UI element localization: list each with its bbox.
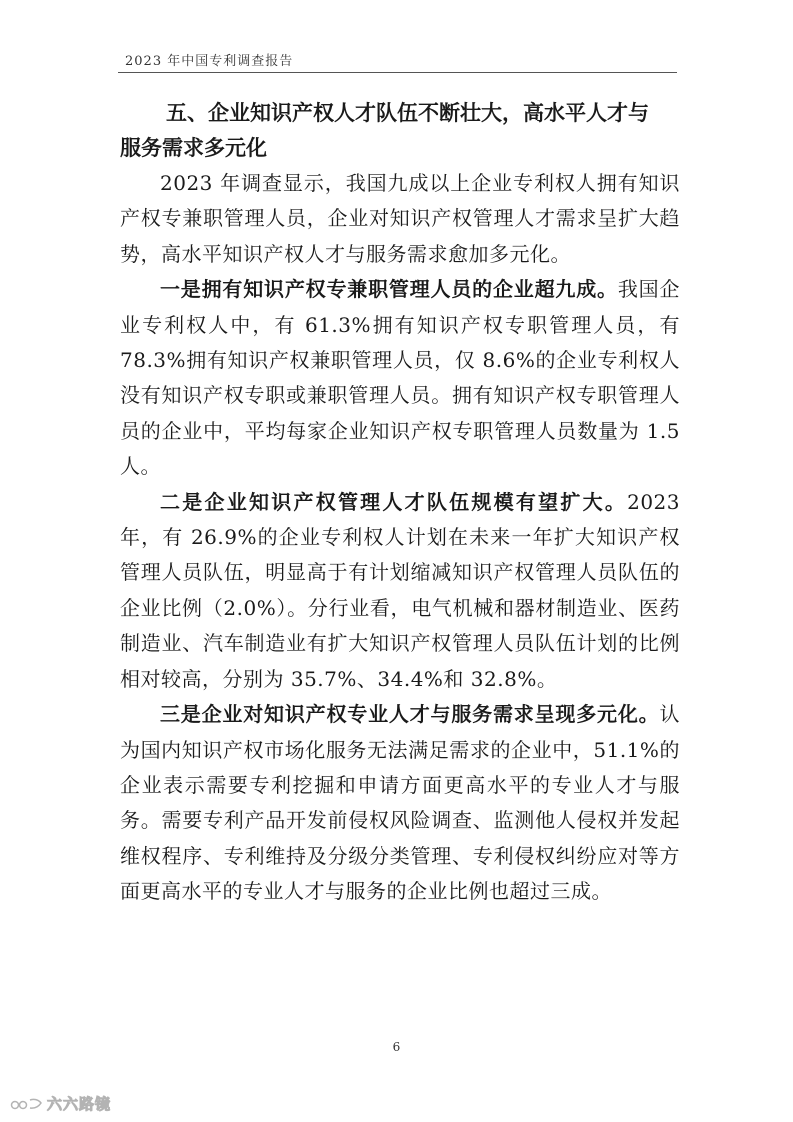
paragraph-text: 2023 年，有 26.9%的企业专利权人计划在未来一年扩大知识产权管理人员队伍，明显高于有计划缩减知识产权管理人员队伍的企业比例（2.0%）。分行业看，电气机械和器材制造业、医药制造业、汽车制造业有扩大知识产权管理人员队伍计划的比例相对较高，分别为 35.7%、34.4%和 32.8%。	[120, 489, 680, 691]
paragraph-point-3	[120, 697, 680, 909]
section-heading-line-1: 五、企业知识产权人才队伍不断壮大，高水平人才与	[166, 101, 649, 125]
paragraph-intro	[120, 166, 680, 272]
running-header: 2023 年中国专利调查报告	[125, 54, 294, 69]
page-body	[120, 96, 680, 910]
section-heading	[120, 96, 680, 166]
section-heading-line-2: 服务需求多元化	[120, 136, 267, 160]
paragraph-lead: 二是企业知识产权管理人才队伍规模有望扩大。	[160, 489, 628, 514]
paragraph-text: 2023 年调查显示，我国九成以上企业专利权人拥有知识产权专兼职管理人员，企业对知识产权管理人才需求呈扩大趋势，高水平知识产权人才与服务需求愈加多元化。	[120, 171, 680, 266]
paragraph-lead: 一是拥有知识产权专兼职管理人员的企业超九成。	[160, 277, 618, 302]
watermark-text: 六六路镜	[47, 1095, 112, 1113]
paragraph-lead: 三是企业对知识产权专业人才与服务需求呈现多元化。	[160, 702, 660, 727]
header-divider	[118, 72, 677, 73]
paragraph-point-1	[120, 272, 680, 484]
watermark	[10, 1093, 111, 1114]
paragraph-text: 我国企业专利权人中，有 61.3%拥有知识产权专职管理人员，有 78.3%拥有知识产权兼职管理人员，仅 8.6%的企业专利权人没有知识产权专职或兼职管理人员。拥有知识产权专职管理人员的企业中，平均每家企业知识产权专职管理人员数量为 1.5 人。	[120, 277, 680, 479]
page-number: 6	[392, 1040, 401, 1054]
watermark-logo-icon	[10, 1097, 44, 1111]
paragraph-text: 认为国内知识产权市场化服务无法满足需求的企业中，51.1%的企业表示需要专利挖掘和申请方面更高水平的专业人才与服务。需要专利产品开发前侵权风险调查、监测他人侵权并发起维权程序、专利维持及分级分类管理、专利侵权纠纷应对等方面更高水平的专业人才与服务的企业比例也超过三成。	[120, 702, 680, 904]
paragraph-point-2	[120, 485, 680, 697]
